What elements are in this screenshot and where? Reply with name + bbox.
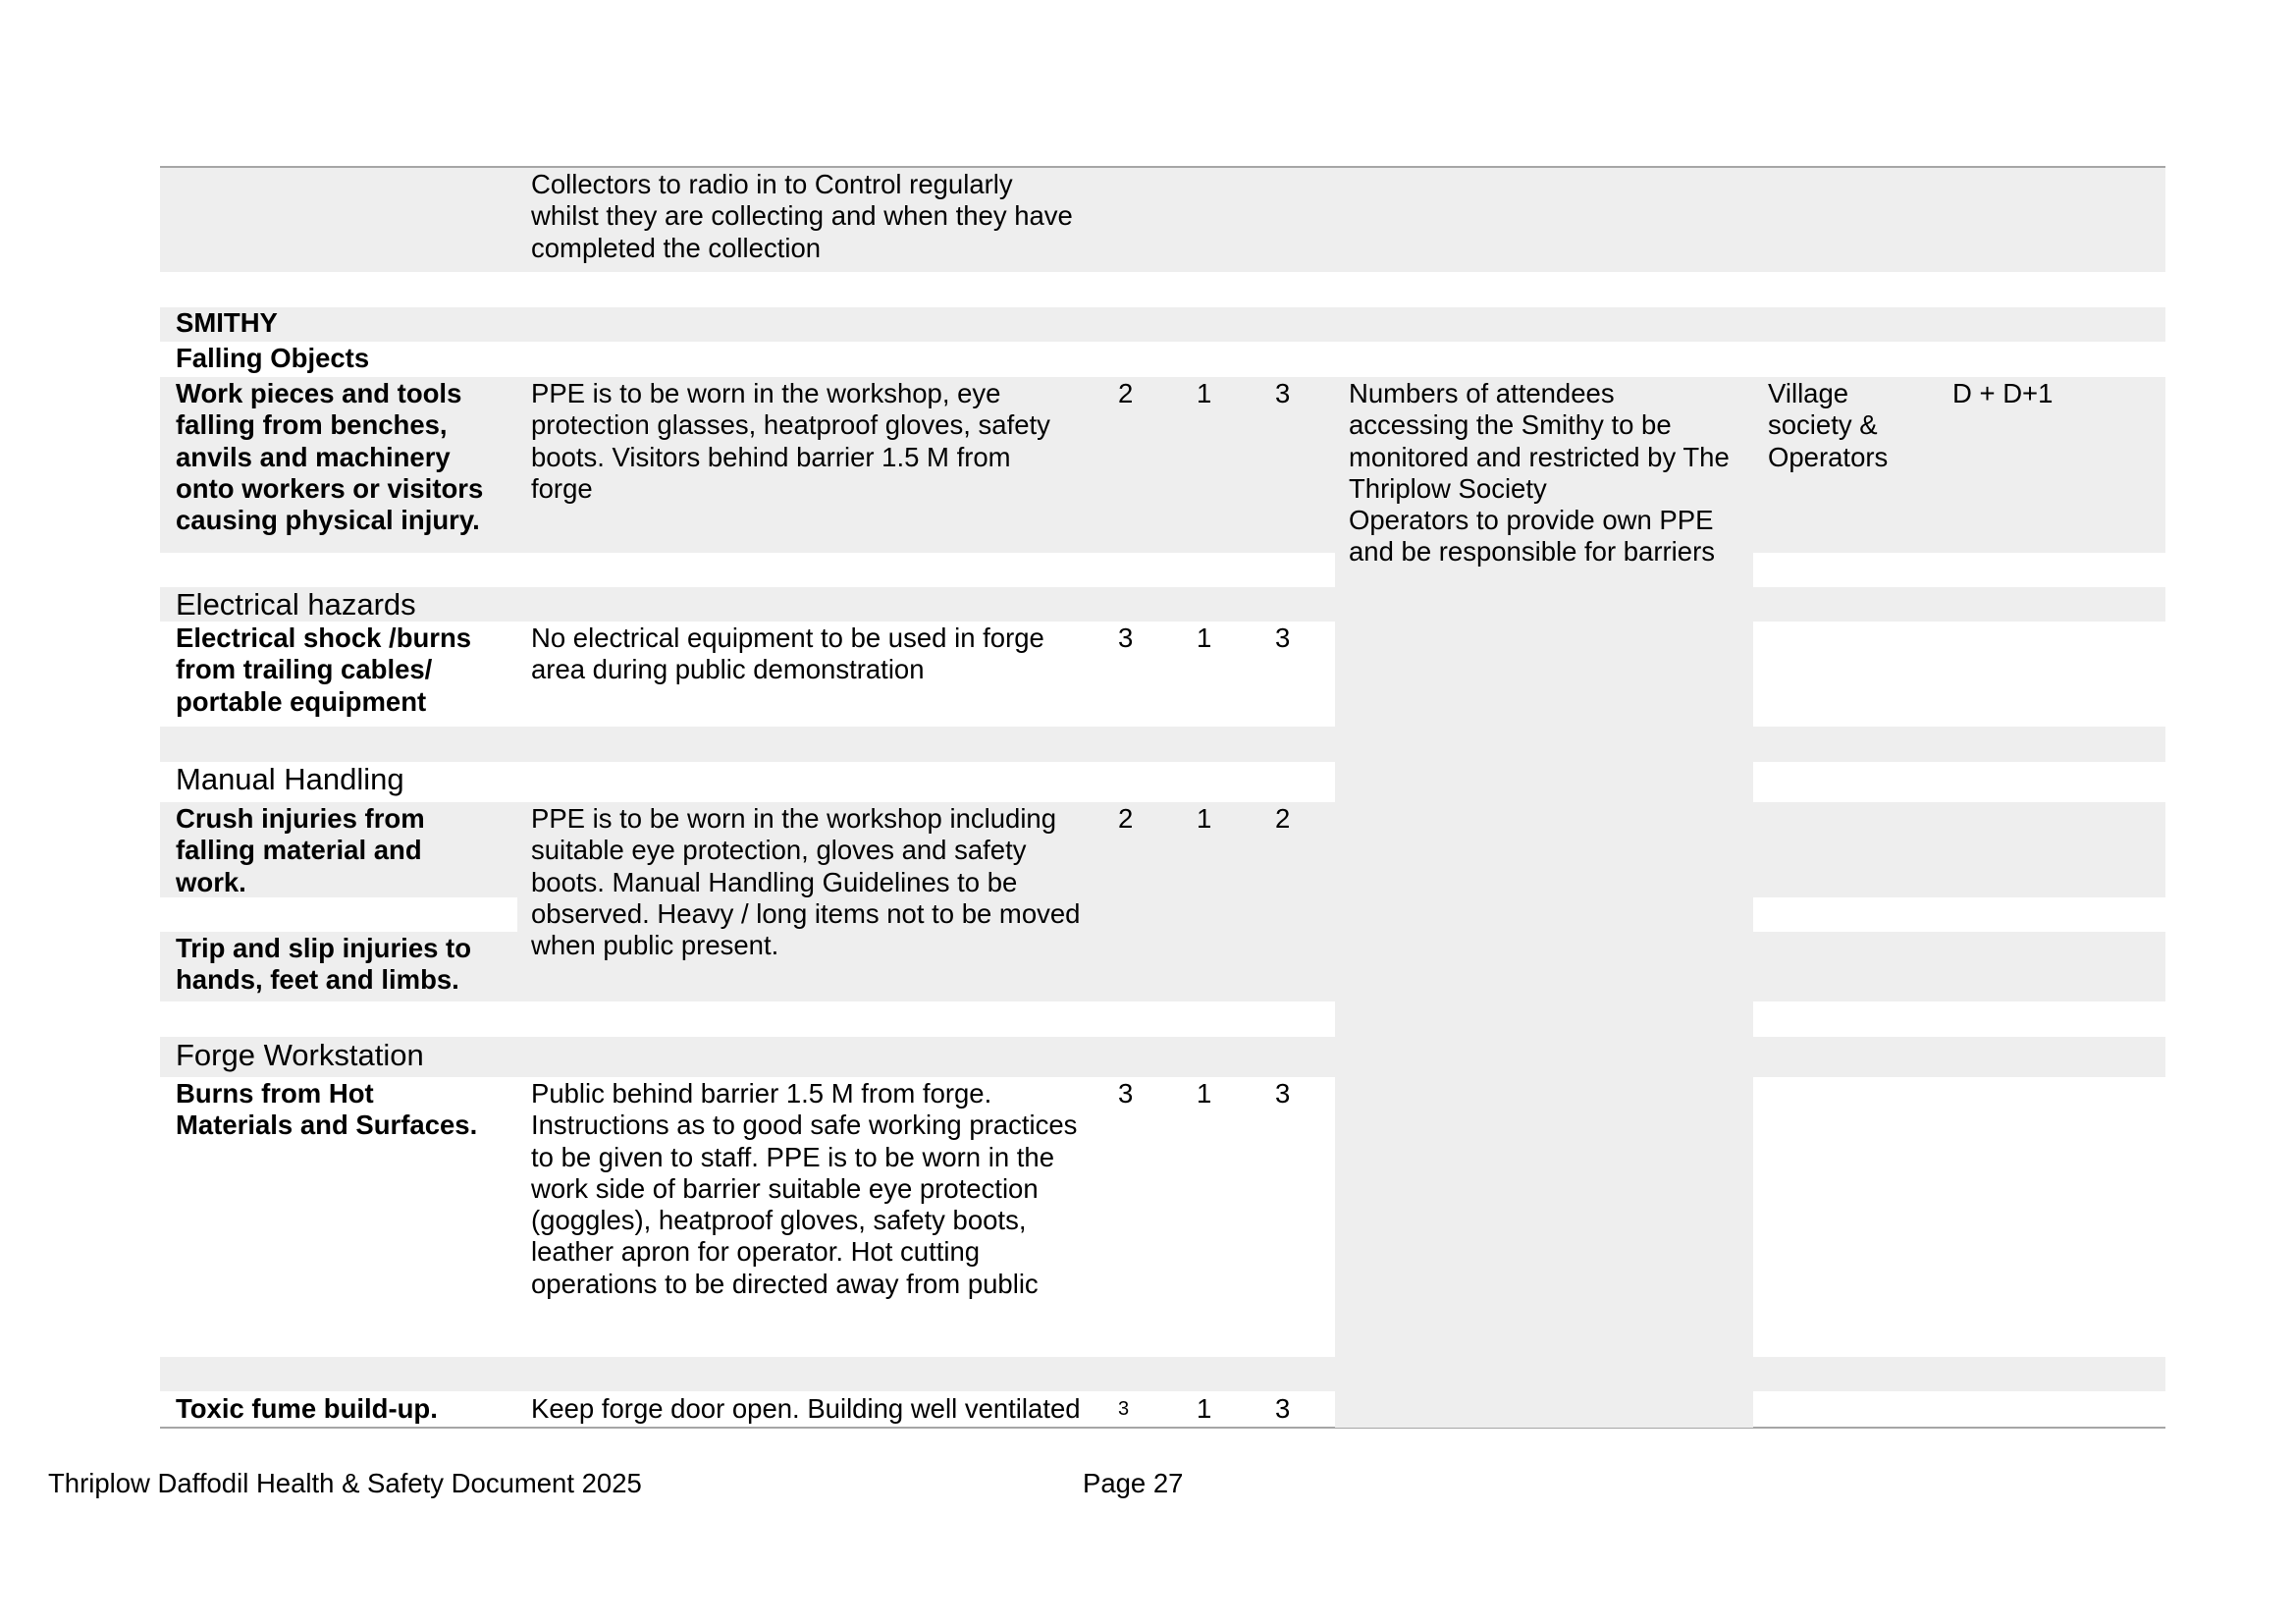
severity-value: 1 [1197, 623, 1212, 653]
subsection-heading: Forge Workstation [176, 1038, 424, 1072]
row-band [160, 1037, 2165, 1077]
controls-text: PPE is to be worn in the workshop, eye protection glasses, heatproof gloves, safety boots. Visitors behind barrier 1.5 M from forge [531, 378, 1050, 504]
severity-value: 1 [1197, 1078, 1212, 1109]
severity-value: 1 [1197, 1393, 1212, 1424]
risk-value: 3 [1275, 623, 1291, 653]
row-band [160, 1357, 2165, 1391]
likelihood-value: 3 [1118, 1078, 1134, 1109]
likelihood-value: 3 [1118, 623, 1134, 653]
section-title: SMITHY [176, 307, 278, 338]
row-band [160, 587, 2165, 622]
subsection-heading: Manual Handling [176, 762, 404, 796]
hazard-text: Toxic fume build-up. [176, 1393, 438, 1424]
likelihood-value: 2 [1118, 378, 1134, 408]
controls-text: Keep forge door open. Building well ventilated [531, 1393, 1081, 1424]
row-band [160, 168, 2165, 272]
likelihood-value: 2 [1118, 803, 1134, 834]
hazard-text: Burns from Hot Materials and Surfaces. [176, 1078, 478, 1141]
risk-value: 2 [1275, 803, 1291, 834]
further-action-text: Numbers of attendees accessing the Smithy to be monitored and restricted by The Thriplow Society Operators to provide own PPE and be responsible for barriers [1349, 378, 1730, 568]
controls-text: PPE is to be worn in the workshop including suitable eye protection, gloves and safety boots. Manual Handling Guidelines to be observed. Heavy / long items not to be moved when public present. [531, 803, 1081, 961]
severity-value: 1 [1197, 803, 1212, 834]
hazard-text: Crush injuries from falling material and work. [176, 803, 425, 897]
row-band [160, 727, 2165, 762]
timescale-text: D + D+1 [1952, 378, 2054, 408]
hazard-text: Electrical shock /burns from trailing cables/ portable equipment [176, 623, 472, 717]
controls-text: No electrical equipment to be used in forge area during public demonstration [531, 623, 1044, 685]
subsection-heading: Electrical hazards [176, 587, 416, 622]
risk-value: 3 [1275, 378, 1291, 408]
row-band [160, 307, 2165, 342]
responsibility-text: Village society & Operators [1768, 378, 1889, 472]
footer-document-title: Thriplow Daffodil Health & Safety Document 2025 [48, 1468, 642, 1498]
subsection-heading: Falling Objects [176, 343, 370, 373]
risk-value: 3 [1275, 1078, 1291, 1109]
controls-text: Public behind barrier 1.5 M from forge. Instructions as to good safe working practices to be given to staff. PPE is to be worn in the work side of barrier suitable eye protection (goggles), heatproof gloves, safety boots, leather apron for operator. Hot cutting operations to be directed away from public [531, 1078, 1078, 1299]
risk-value: 3 [1275, 1393, 1291, 1424]
table-bottom-rule [160, 1427, 2165, 1429]
row-band [160, 802, 2165, 897]
footer-page-number: Page 27 [1083, 1468, 1184, 1498]
controls-text: Collectors to radio in to Control regularly whilst they are collecting and when they have completed the collection [531, 169, 1073, 263]
likelihood-value: 3 [1118, 1398, 1130, 1420]
hazard-text: Work pieces and tools falling from benches, anvils and machinery onto workers or visitors causing physical injury. [176, 378, 484, 536]
hazard-text: Trip and slip injuries to hands, feet and limbs. [176, 933, 472, 996]
severity-value: 1 [1197, 378, 1212, 408]
